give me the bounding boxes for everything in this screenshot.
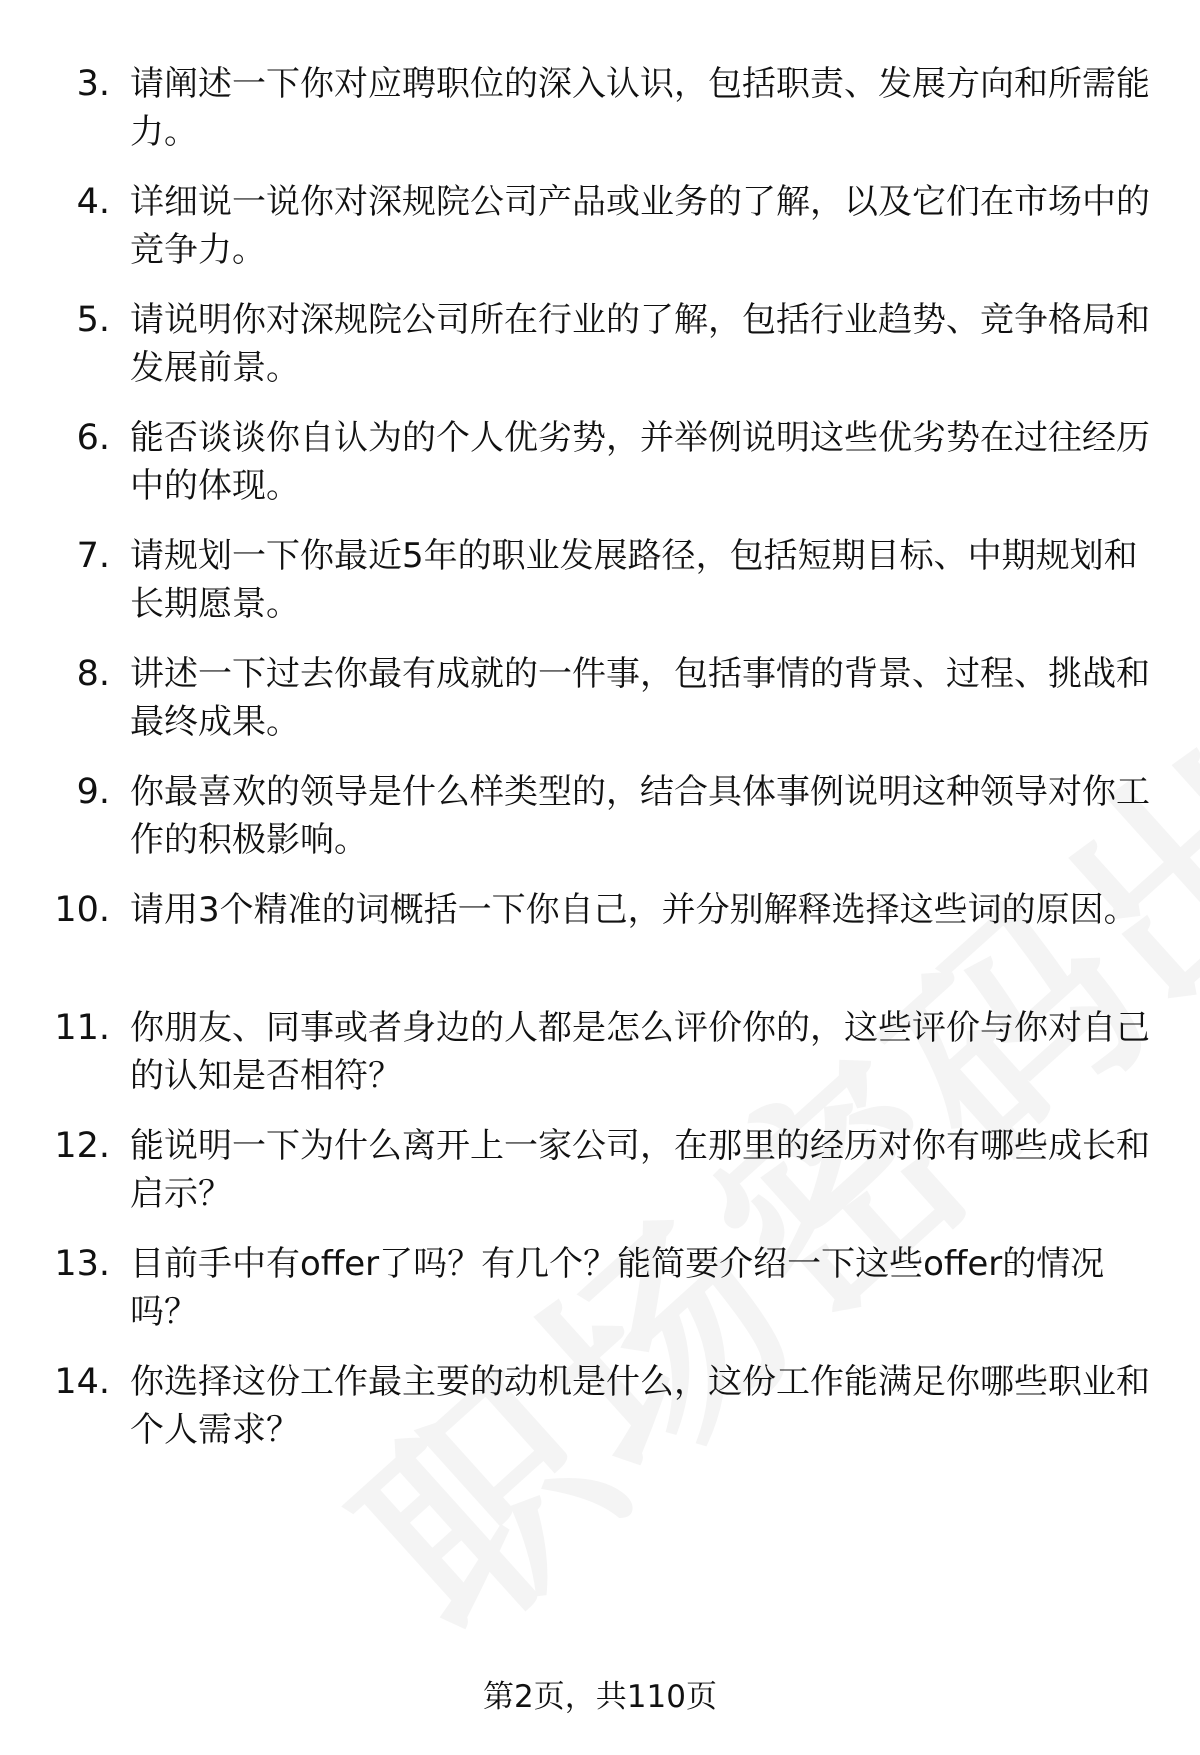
- item-number: 10.: [54, 890, 110, 930]
- item-text: 详细说一说你对深规院公司产品或业务的了解，以及它们在市场中的竞争力。: [130, 182, 1150, 270]
- item-text: 你朋友、同事或者身边的人都是怎么评价你的，这些评价与你对自己的认知是否相符？: [130, 1008, 1150, 1096]
- item-text: 请规划一下你最近5年的职业发展路径，包括短期目标、中期规划和长期愿景。: [130, 536, 1138, 624]
- item-text: 能否谈谈你自认为的个人优劣势，并举例说明这些优劣势在过往经历中的体现。: [130, 418, 1150, 506]
- item-text: 讲述一下过去你最有成就的一件事，包括事情的背景、过程、挑战和最终成果。: [130, 654, 1150, 742]
- item-text: 请说明你对深规院公司所在行业的了解，包括行业趋势、竞争格局和发展前景。: [130, 300, 1150, 388]
- item-number: 4.: [76, 182, 110, 222]
- item-number: 12.: [54, 1126, 110, 1166]
- item-number: 8.: [76, 654, 110, 694]
- page-footer: 第2页，共110页: [483, 1679, 717, 1715]
- item-number: 7.: [76, 536, 110, 576]
- item-text: 目前手中有offer了吗？有几个？能简要介绍一下这些offer的情况吗？: [130, 1244, 1105, 1332]
- item-text: 你选择这份工作最主要的动机是什么，这份工作能满足你哪些职业和个人需求？: [130, 1362, 1150, 1450]
- item-number: 5.: [76, 300, 110, 340]
- item-text: 能说明一下为什么离开上一家公司，在那里的经历对你有哪些成长和启示？: [130, 1126, 1150, 1214]
- item-number: 14.: [54, 1362, 110, 1402]
- item-number: 3.: [76, 64, 110, 104]
- item-number: 13.: [54, 1244, 110, 1284]
- item-text: 你最喜欢的领导是什么样类型的，结合具体事例说明这种领导对你工作的积极影响。: [130, 772, 1150, 860]
- item-number: 11.: [54, 1008, 110, 1048]
- item-number: 6.: [76, 418, 110, 458]
- item-text: 请阐述一下你对应聘职位的深入认识，包括职责、发展方向和所需能力。: [130, 64, 1150, 152]
- item-number: 9.: [76, 772, 110, 812]
- item-text: 请用3个精准的词概括一下你自己，并分别解释选择这些词的原因。: [130, 890, 1138, 930]
